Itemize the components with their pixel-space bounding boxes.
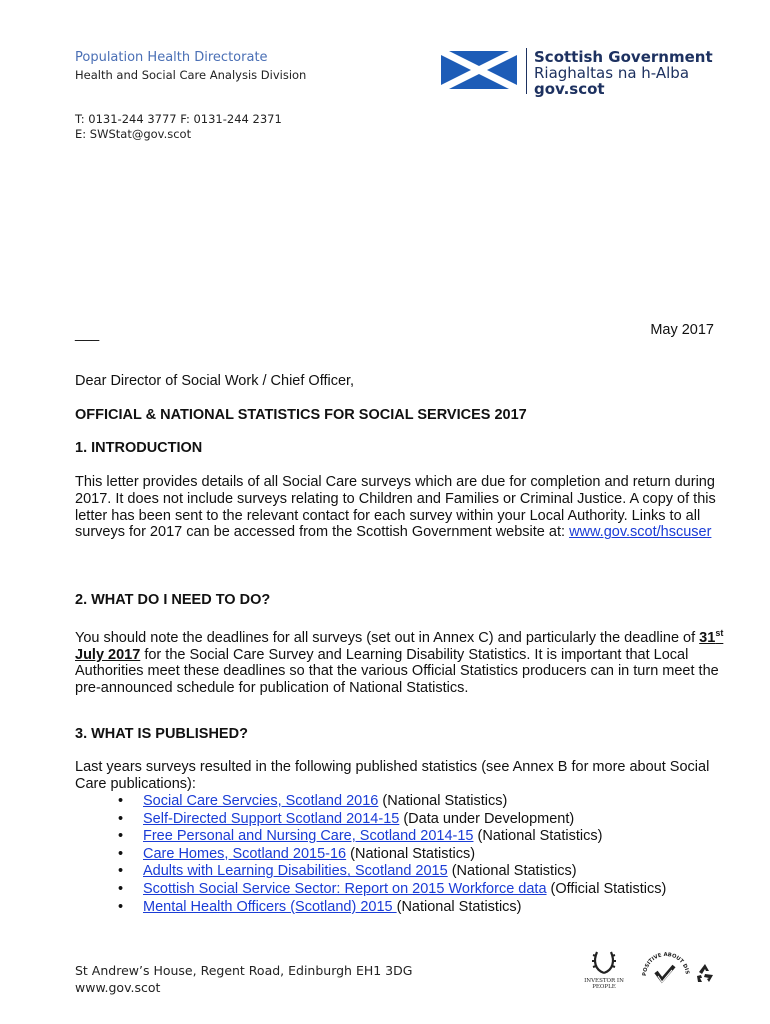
investor-in-people-badge xyxy=(574,948,634,988)
publication-link[interactable]: Free Personal and Nursing Care, Scotland 2014-15 xyxy=(143,828,474,845)
letter-reference: ___ xyxy=(75,326,100,342)
publication-status: (National Statistics) xyxy=(473,828,603,845)
division-name: Health and Social Care Analysis Division xyxy=(75,68,307,82)
disability-symbol-badge xyxy=(640,946,692,994)
publication-link[interactable]: Self-Directed Support Scotland 2014-15 xyxy=(143,810,400,827)
bullet-icon: • xyxy=(118,810,124,827)
saltire-flag-icon xyxy=(441,51,517,89)
list-item xyxy=(118,811,666,829)
deadline-day: 31 xyxy=(699,629,716,646)
email-line: E: SWStat@gov.scot xyxy=(75,127,192,141)
section-heading-what-to-do: 2. WHAT DO I NEED TO DO? xyxy=(75,592,271,608)
footer-address: St Andrew’s House, Regent Road, Edinburgh EH1 3DG xyxy=(75,963,413,978)
footer-website: www.gov.scot xyxy=(75,980,161,995)
salutation: Dear Director of Social Work / Chief Officer, xyxy=(75,373,355,389)
publications-list xyxy=(118,793,666,916)
publication-status: (National Statistics) xyxy=(447,863,577,880)
scottish-government-logo xyxy=(441,48,711,98)
phone-fax-line: T: 0131-244 3777 F: 0131-244 2371 xyxy=(75,112,282,126)
publication-status: (National Statistics) xyxy=(378,793,508,809)
letter-title: OFFICIAL & NATIONAL STATISTICS FOR SOCIAL SERVICES 2017 xyxy=(75,407,527,423)
list-item xyxy=(118,846,666,864)
deadline-suffix: st xyxy=(715,628,724,638)
hscuser-link[interactable]: www.gov.scot/hscuser xyxy=(569,524,712,541)
letter-date: May 2017 xyxy=(650,322,714,338)
bullet-icon: • xyxy=(118,880,124,897)
publication-status: (Official Statistics) xyxy=(546,880,667,897)
what-to-do-text-before: You should note the deadlines for all surveys (set out in Annex C) and particularly the deadline of xyxy=(75,629,700,646)
recycle-icon xyxy=(694,962,716,984)
list-item xyxy=(118,863,666,881)
svg-text:POSITIVE ABOUT DISABLED PEOPLE: POSITIVE ABOUT DIS xyxy=(641,951,690,977)
publication-status: (Data under Development) xyxy=(399,810,575,827)
bullet-icon: • xyxy=(118,863,124,880)
introduction-text: This letter provides details of all Social Care surveys which are due for completion and return during 2017. It does not include surveys relating to Children and Families or Criminal Justice. A copy of this letter has been sent to the relevant contact for each survey within your Local Authority. Links to all surveys for 2017 can be accessed from the Scottish Government website at: xyxy=(75,474,716,541)
what-to-do-text-after: for the Social Care Survey and Learning Disability Statistics. It is important that Local Authorities meet these deadlines so that the various Official Statistics producers can in turn meet the pre-announced schedule for publication of National Statistics. xyxy=(75,646,719,697)
publication-status: (National Statistics) xyxy=(396,898,522,915)
deadline-month-year: July 2017 xyxy=(75,646,141,663)
what-to-do-paragraph xyxy=(75,625,725,697)
directorate-name: Population Health Directorate xyxy=(75,50,268,65)
list-item xyxy=(118,828,666,846)
publication-status: (National Statistics) xyxy=(346,845,476,862)
list-item xyxy=(118,793,666,811)
section-heading-what-is-published: 3. WHAT IS PUBLISHED? xyxy=(75,726,248,742)
logo-title-gaelic: Riaghaltas na h-Alba xyxy=(534,64,690,82)
list-item xyxy=(118,899,666,917)
bullet-icon: • xyxy=(118,845,124,862)
published-paragraph: Last years surveys resulted in the following published statistics (see Annex B for more about Social Care publications): xyxy=(75,759,710,792)
logo-website: gov.scot xyxy=(534,80,605,98)
logo-title-english: Scottish Government xyxy=(534,48,713,66)
bullet-icon: • xyxy=(118,793,124,809)
bullet-icon: • xyxy=(118,898,124,915)
logo-divider xyxy=(526,48,527,94)
publication-link[interactable]: Mental Health Officers (Scotland) 2015 xyxy=(143,898,397,915)
section-heading-introduction: 1. INTRODUCTION xyxy=(75,440,203,456)
disability-symbol-icon xyxy=(640,946,692,994)
publication-link[interactable]: Adults with Learning Disabilities, Scotland 2015 xyxy=(143,863,448,880)
publication-link[interactable]: Scottish Social Service Sector: Report on 2015 Workforce data xyxy=(143,880,547,897)
laurel-icon xyxy=(590,948,618,976)
investor-in-people-label: INVESTOR IN PEOPLE xyxy=(584,978,624,990)
publication-link[interactable]: Care Homes, Scotland 2015-16 xyxy=(143,845,347,862)
bullet-icon: • xyxy=(118,828,124,845)
introduction-paragraph xyxy=(75,474,725,541)
list-item xyxy=(118,881,666,899)
publication-link[interactable]: Social Care Servcies, Scotland 2016 xyxy=(143,793,379,809)
